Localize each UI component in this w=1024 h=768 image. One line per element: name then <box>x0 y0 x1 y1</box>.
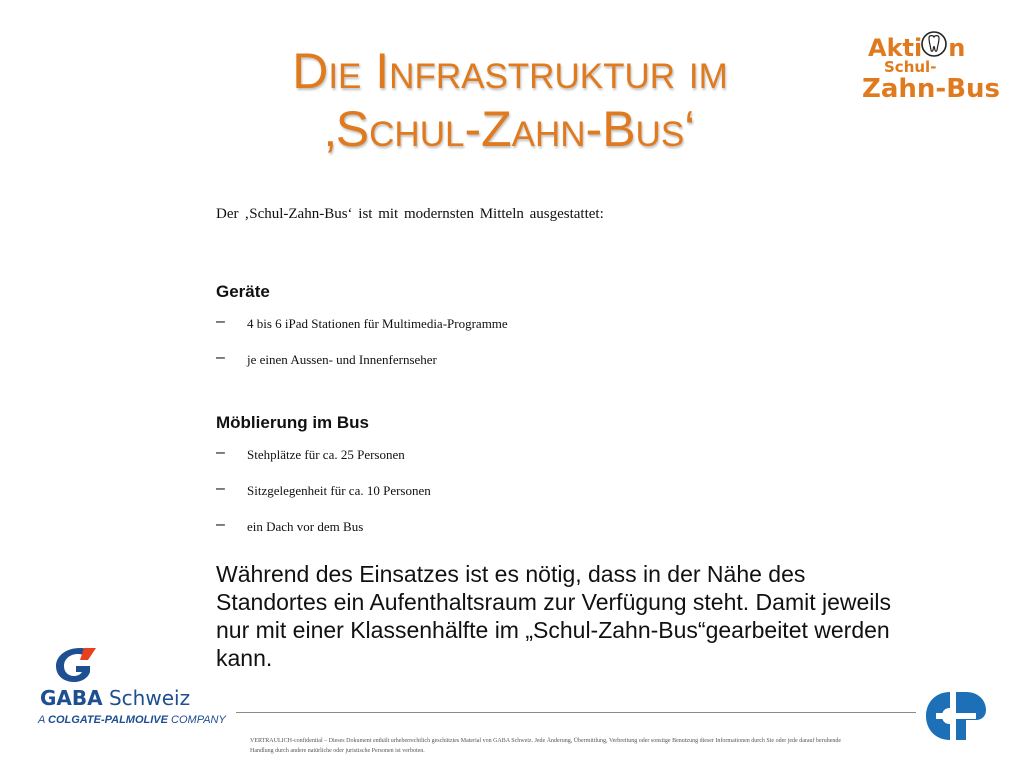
confidentiality-notice: VERTRAULICH-confidential – Dieses Dokument enthält urheberrechtlich geschütztes Material von GABA Schweiz. Jede Änderung, Übermittlung, Verbreitung oder sonstige Benutzung dieser Informationen durch Sie oder jede darauf beruhende Handlung durch andere natürliche oder juristische Personen ist verboten. <box>250 738 842 754</box>
footer-divider <box>236 712 916 713</box>
bullet-dash: – <box>216 516 225 533</box>
list-moeblierung <box>216 444 431 555</box>
list-item: – ein Dach vor dem Bus <box>216 516 364 534</box>
logo-aktion-text: Akti n <box>868 34 966 62</box>
gaba-g-icon <box>50 644 102 686</box>
gaba-name: GABA Schweiz <box>40 686 191 710</box>
logo-zahn-bus-text: Zahn-Bus <box>862 74 1001 104</box>
bullet-dash: – <box>216 480 225 497</box>
list-geraete <box>216 313 508 388</box>
body-paragraph: Während des Einsatzes ist es nötig, dass in der Nähe des Standortes ein Aufenthaltsraum zur Verfügung steht. Damit jeweils nur mit einer Klassenhälfte im „Schul-Zahn-Bus“gearbeitet werden kann. <box>216 561 892 671</box>
list-item: – je einen Aussen- und Innenfernseher <box>216 349 437 367</box>
bullet-dash: – <box>216 349 225 366</box>
intro-text: Der ‚Schul-Zahn-Bus‘ ist mit modernsten Mitteln ausgestattet: <box>216 206 604 222</box>
slide-title <box>190 42 830 158</box>
aktion-schul-zahn-bus-logo <box>862 28 1002 108</box>
gaba-logo <box>38 642 238 732</box>
slide-title-line-2: ‚Schul-Zahn-Bus‘ <box>324 101 696 157</box>
bullet-dash: – <box>216 313 225 330</box>
list-item: – Stehplätze für ca. 25 Personen <box>216 444 405 462</box>
slide-title-line-1: Die Infrastruktur im <box>292 43 728 99</box>
section-heading-moeblierung: Möblierung im Bus <box>216 413 369 432</box>
bullet-dash: – <box>216 444 225 461</box>
colgate-palmolive-tagline: A COLGATE-PALMOLIVE COMPANY <box>38 714 226 726</box>
section-heading-geraete: Geräte <box>216 282 270 301</box>
colgate-palmolive-cross-icon <box>922 688 992 744</box>
list-item: – Sitzgelegenheit für ca. 10 Personen <box>216 480 431 498</box>
logo-schul-text: Schul- <box>884 58 937 76</box>
list-item: – 4 bis 6 iPad Stationen für Multimedia-Programme <box>216 313 508 331</box>
tooth-icon <box>920 30 948 58</box>
